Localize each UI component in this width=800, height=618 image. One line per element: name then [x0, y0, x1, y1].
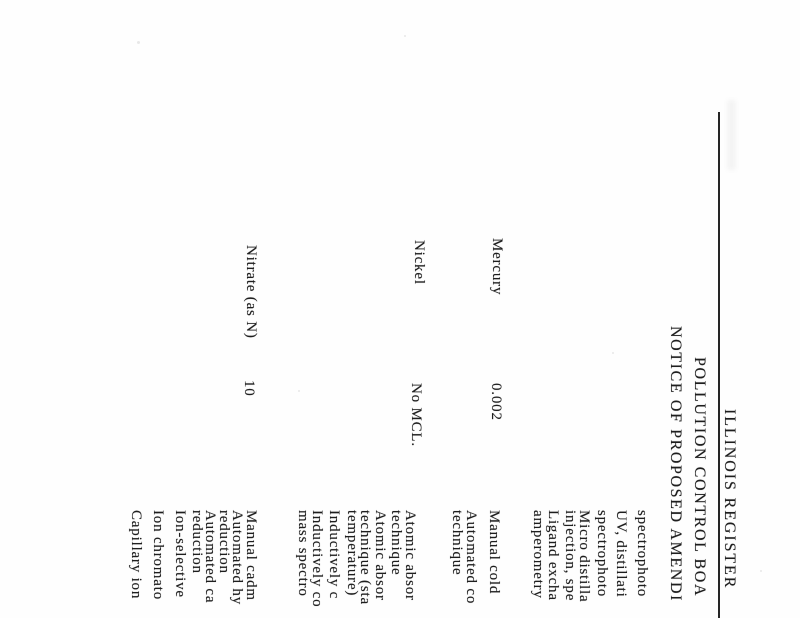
method-line: Atomic absor — [372, 510, 388, 601]
method-line: injection, spe — [562, 510, 578, 602]
method-line: Ligand excha — [545, 510, 561, 601]
method-line: mass spectro — [295, 510, 311, 597]
scan-speckle — [404, 35, 406, 37]
method-line: reduction — [216, 510, 232, 574]
method-line: Capillary ion — [128, 510, 144, 600]
method-line: Ion chromato — [150, 510, 166, 600]
mcl-value: No MCL. — [408, 383, 424, 447]
method-line: UV, distillati — [613, 510, 629, 598]
contaminant-label: Mercury — [489, 238, 505, 296]
method-line: spectrophoto — [594, 510, 610, 598]
scan-speckle — [760, 570, 762, 572]
contaminant-label: Nitrate (as N) — [243, 245, 259, 339]
mcl-value: 10 — [241, 380, 257, 397]
method-line: Inductively c — [326, 510, 342, 600]
method-line: Automated hy — [229, 510, 245, 606]
mcl-value: 0.002 — [488, 383, 504, 421]
page-title: ILLINOIS REGISTER — [721, 409, 738, 590]
method-line: reduction — [189, 510, 205, 574]
scan-speckle — [612, 352, 614, 354]
scan-speckle — [137, 41, 140, 44]
method-line: Manual cadm — [243, 510, 259, 601]
scan-speckle — [156, 512, 158, 514]
method-line: Ion-selective — [172, 510, 188, 598]
method-line: Automated co — [463, 510, 479, 605]
method-line: Manual cold — [486, 510, 502, 595]
header-rule — [718, 112, 720, 618]
method-line: temperature) — [344, 510, 360, 597]
method-line: Automated ca — [202, 510, 218, 604]
method-line: spectrophoto — [634, 510, 650, 598]
scan-smudge — [727, 100, 736, 170]
scan-speckle — [298, 390, 300, 392]
method-line: Inductively co — [309, 510, 325, 608]
header-organization: POLLUTION CONTROL BOA — [691, 357, 708, 598]
method-line: technique — [388, 510, 404, 576]
method-line: Atomic absor — [402, 510, 418, 601]
header-notice: NOTICE OF PROPOSED AMENDI — [667, 326, 684, 603]
method-line: amperometry — [530, 510, 546, 599]
method-line: Micro distilla — [576, 510, 592, 603]
method-line: technique — [449, 510, 465, 576]
method-line: technique (sta — [357, 510, 373, 605]
contaminant-label: Nickel — [411, 240, 427, 285]
